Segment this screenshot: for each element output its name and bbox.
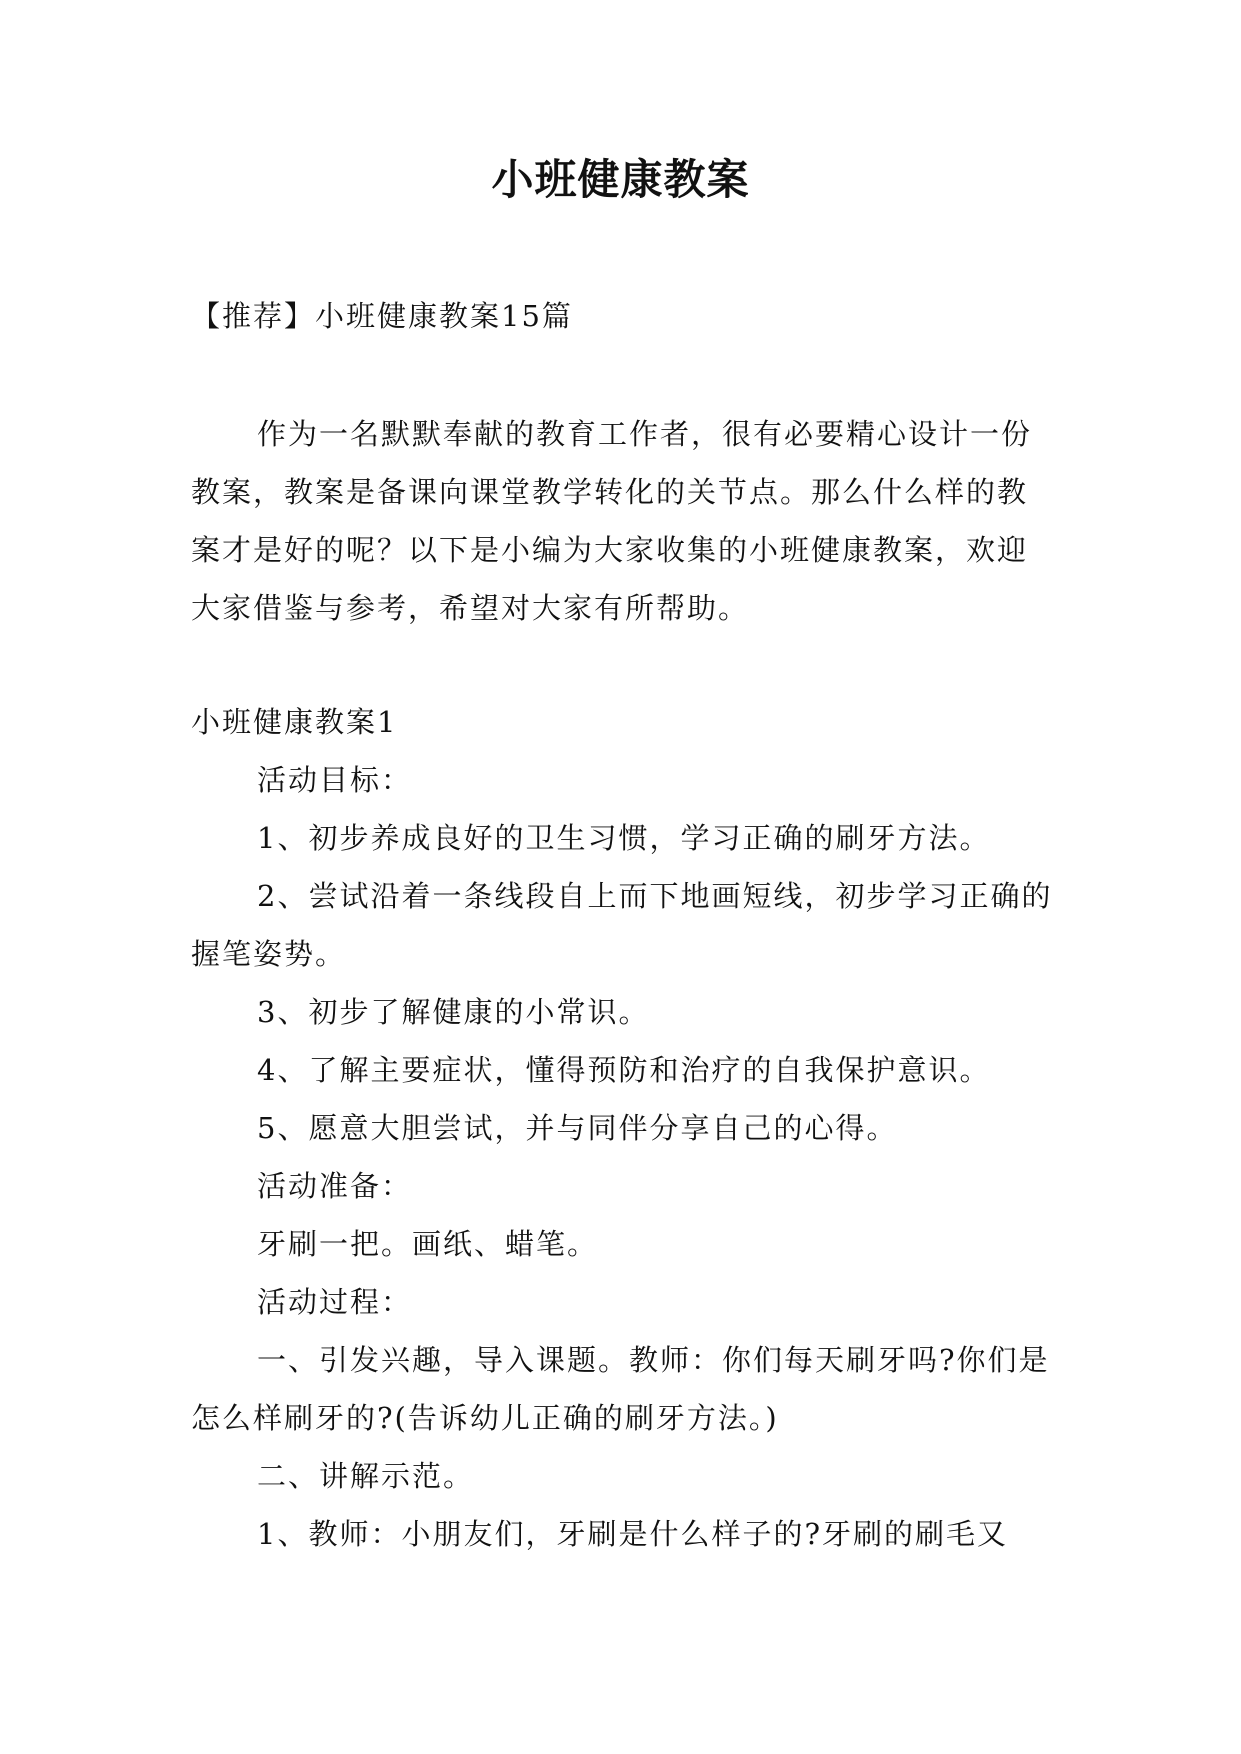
paragraph-process-heading: 活动过程： — [257, 1285, 413, 1319]
paragraph-goal-1: 1、初步养成良好的卫生习惯，学习正确的刷牙方法。 — [257, 821, 991, 855]
paragraph-preparation-heading: 活动准备： — [257, 1169, 413, 1203]
paragraph-preparation-items: 牙刷一把。画纸、蜡笔。 — [257, 1227, 599, 1261]
section-heading: 小班健康教案1 — [191, 705, 398, 739]
document-subtitle: 【推荐】小班健康教案15篇 — [191, 299, 573, 333]
paragraph-goal-2: 2、尝试沿着一条线段自上而下地画短线，初步学习正确的握笔姿势。 — [191, 879, 1053, 971]
paragraph-goal-4: 4、了解主要症状，懂得预防和治疗的自我保护意识。 — [257, 1053, 991, 1087]
intro-paragraph: 作为一名默默奉献的教育工作者，很有必要精心设计一份教案，教案是备课向课堂教学转化的关节点。那么什么样的教案才是好的呢？以下是小编为大家收集的小班健康教案，欢迎大家借鉴与参考，希望对大家有所帮助。 — [191, 417, 1033, 625]
section-content — [191, 751, 1057, 1563]
document-title: 小班健康教案 — [491, 155, 750, 204]
paragraph-goals-heading: 活动目标： — [257, 763, 413, 797]
paragraph-step-2-1: 1、教师：小朋友们，牙刷是什么样子的?牙刷的刷毛又 — [257, 1517, 1008, 1551]
paragraph-goal-5: 5、愿意大胆尝试，并与同伴分享自己的心得。 — [257, 1111, 898, 1145]
paragraph-step-2: 二、讲解示范。 — [257, 1459, 475, 1493]
paragraph-goal-3: 3、初步了解健康的小常识。 — [257, 995, 650, 1029]
paragraph-step-1: 一、引发兴趣，导入课题。教师：你们每天刷牙吗?你们是怎么样刷牙的?(告诉幼儿正确的刷牙方法。) — [191, 1343, 1050, 1435]
